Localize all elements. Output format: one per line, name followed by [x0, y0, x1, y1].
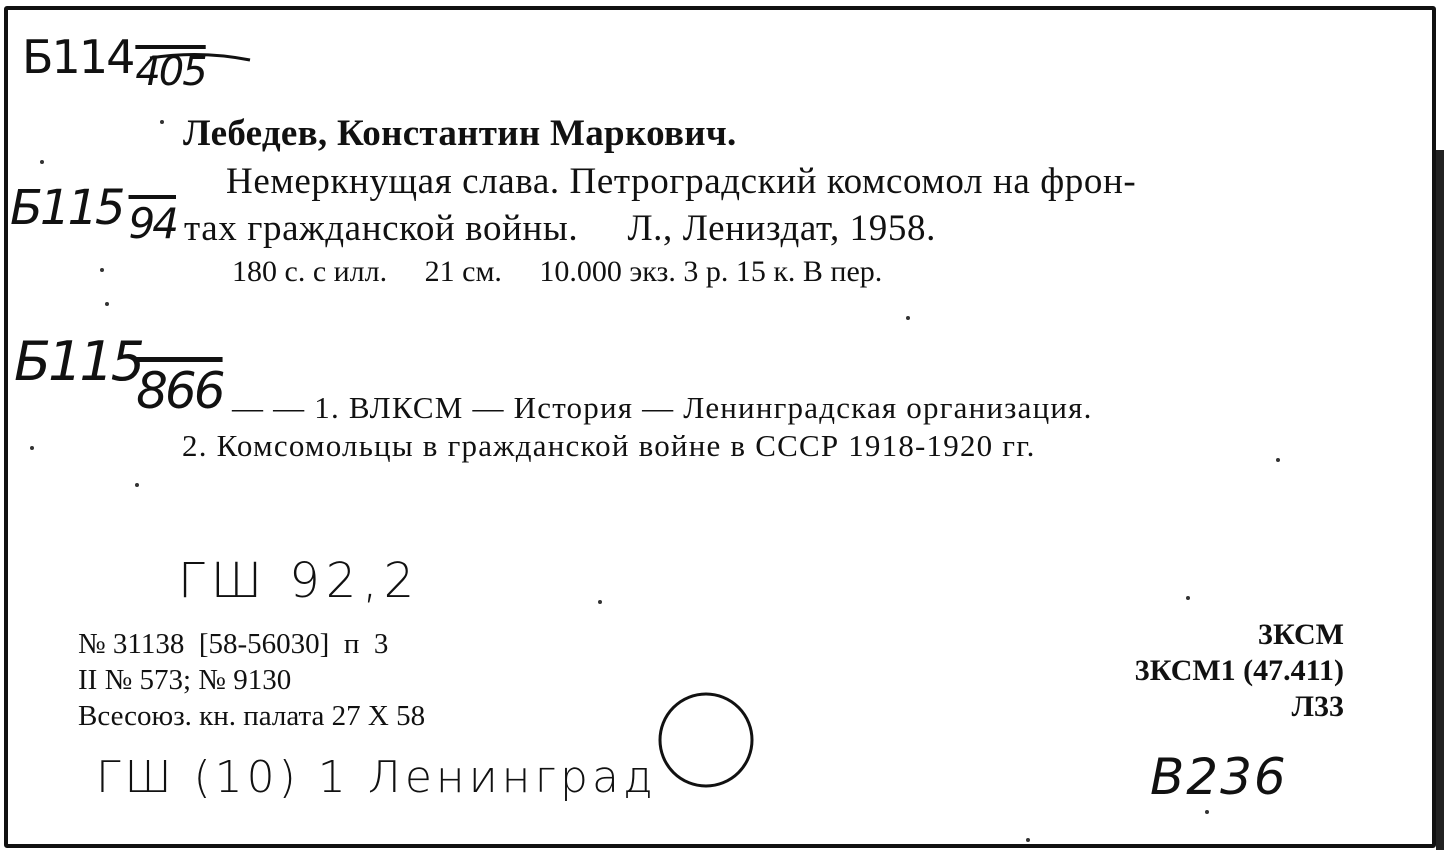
speck: [40, 160, 44, 164]
speck: [1026, 838, 1030, 842]
classification-line-3: Л33: [1291, 690, 1344, 723]
speck: [160, 120, 164, 124]
speck: [598, 600, 602, 604]
classification-line-2: 3КСМ1 (47.411): [1134, 654, 1344, 687]
author-heading: Лебедев, Константин Маркович.: [183, 113, 737, 154]
registration-line-2: II № 573; № 9130: [78, 664, 292, 696]
speck: [906, 316, 910, 320]
speck: [105, 302, 109, 306]
punch-hole-circle: [660, 694, 752, 786]
handwritten-number: В236: [1150, 748, 1288, 806]
speck: [100, 268, 104, 272]
classification-line-1: 3КСМ: [1258, 618, 1344, 651]
title-line-2: тах гражданской войны. Л., Лениздат, 1958.: [184, 208, 936, 249]
shelfmark-1-sub: 405: [135, 49, 206, 95]
registration-line-3: Всесоюз. кн. палата 27 X 58: [78, 700, 426, 732]
subjects-line-1: — — 1. ВЛКСМ — История — Ленинградская организация.: [232, 390, 1093, 425]
registration-line-1: № 31138 [58-56030] п 3: [78, 628, 389, 660]
subjects-line-2: 2. Комсомольцы в гражданской войне в СССР 1918-1920 гг.: [182, 428, 1036, 463]
handwritten-stroke: [150, 54, 250, 60]
shelfmark-2-main: Б115: [10, 180, 123, 236]
speck: [30, 446, 34, 450]
shelfmark-2-sub: 94: [128, 199, 176, 248]
speck: [1276, 458, 1280, 462]
speck: [135, 483, 139, 487]
shelfmark-1-main: Б114: [22, 30, 134, 84]
physical-description: 180 с. с илл. 21 см. 10.000 экз. 3 р. 15 к. В пер.: [232, 255, 883, 288]
handwritten-location: ГШ (10) 1 Ленинград: [96, 752, 657, 803]
shelfmark-3-main: Б115: [14, 330, 143, 393]
speck: [1205, 810, 1209, 814]
title-line-1: Немеркнущая слава. Петроградский комсомол на фрон-: [226, 161, 1137, 202]
speck: [1186, 596, 1190, 600]
shelfmark-3-sub: 866: [136, 362, 223, 420]
handwritten-code: ГШ 92,2: [178, 553, 421, 609]
